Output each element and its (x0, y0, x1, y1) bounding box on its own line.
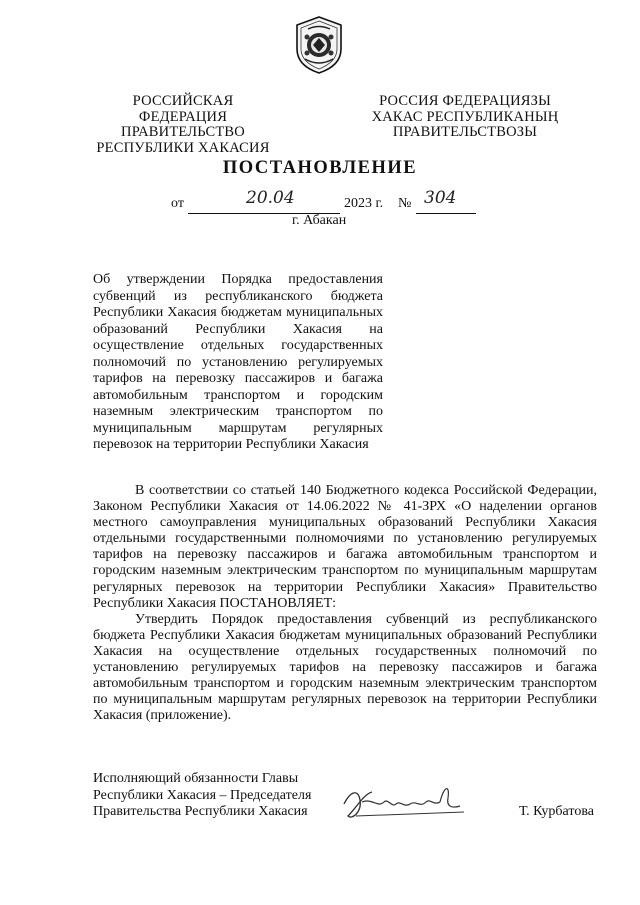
signatory-position (93, 771, 311, 821)
number-underline (416, 213, 476, 214)
header-right-line: ПРАВИТЕЛЬСТВОЗЫ (392, 124, 538, 140)
header-left-line: РОССИЙСКАЯ ФЕДЕРАЦИЯ (132, 93, 234, 125)
document-subject: Об утверждении Порядка предоставления субвенций из республиканского бюджета Республики Хакасия бюджетам муниципальных образований Республики Хакасия на осуществление отдельных государственных полномочий по установлению регулируемых тарифов на перевозку пассажиров и багажа автомобильным транспортом и городским наземным электрическим транспортом по муниципальным маршрутам регулярных перевозок на территории Республики Хакасия (93, 272, 383, 452)
signatory-name: Т. Курбатова (519, 804, 594, 819)
handwritten-signature (338, 778, 466, 828)
signatory-position-line: Правительства Республики Хакасия (93, 804, 308, 819)
from-label: от (171, 196, 184, 211)
number-label: № (398, 196, 412, 211)
signatory-position-line: Исполняющий обязанности Главы (93, 771, 299, 786)
document-body (93, 483, 597, 724)
header-right-line: РОССИЯ ФЕДЕРАЦИЯЗЫ (379, 93, 551, 109)
signatory-position-line: Республики Хакасия – Председателя (93, 787, 312, 803)
document-title: ПОСТАНОВЛЕНИЕ (222, 158, 418, 178)
handwritten-date: 20.04 (246, 188, 295, 208)
body-paragraph: В соответствии со статьей 140 Бюджетного кодекса Российской Федерации, Законом Республики Хакасия от 14.06.2022 № 41-ЗРХ «О наделении органов местного самоуправления муниципальных образований Республики Хакасия отдельными государственными полномочиями по установлению регулируемых тарифов на перевозку пассажиров и багажа автомобильным транспортом и городским наземным электрическим транспортом по муниципальным маршрутам регулярных перевозок на территории Республики Хакасия» Правительство Республики Хакасия ПОСТАНОВЛЯЕТ: (93, 483, 597, 611)
city-label: г. Абакан (292, 213, 347, 228)
header-right (370, 94, 560, 141)
body-paragraph: Утвердить Порядок предоставления субвенций из республиканского бюджета Республики Хакасия бюджетам муниципальных образований Республики Хакасия на осуществление отдельных государственных полномочий по установлению регулируемых тарифов на перевозку пассажиров и багажа автомобильным транспортом и городским наземным электрическим транспортом по муниципальным маршрутам регулярных перевозок на территории Республики Хакасия (приложение). (93, 611, 597, 724)
handwritten-number: 304 (424, 188, 457, 208)
header-right-line: ХАКАС РЕСПУБЛИКАНЫҢ (371, 108, 559, 125)
year-label: 2023 г. (344, 196, 384, 211)
coat-of-arms-icon (291, 15, 347, 75)
header-left-line: РЕСПУБЛИКИ ХАКАСИЯ (96, 139, 270, 156)
header-left-line: ПРАВИТЕЛЬСТВО (121, 124, 245, 140)
header-left (88, 94, 278, 156)
